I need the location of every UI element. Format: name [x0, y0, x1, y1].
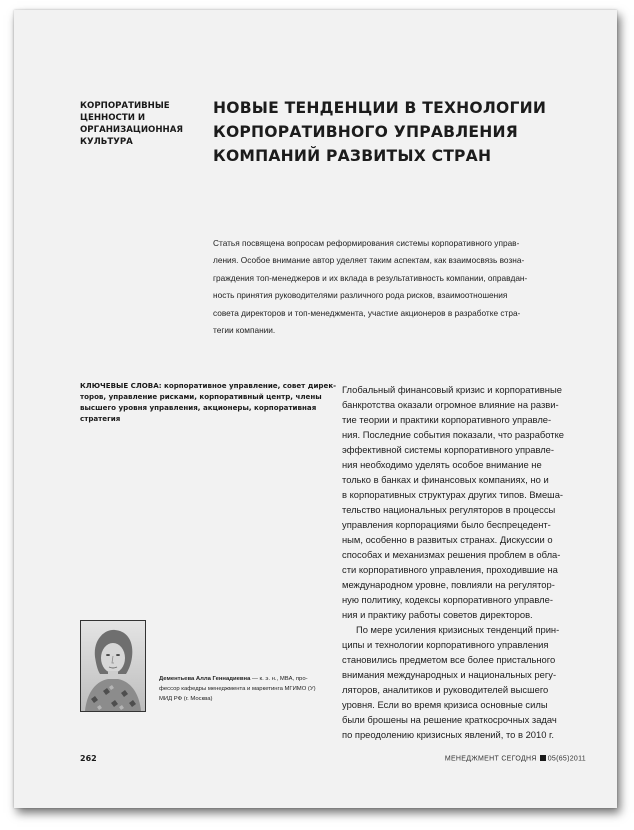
keywords-line: торов, управление рисками, корпоративный центр, члены: [80, 392, 322, 401]
body-line: ципы и технологии корпоративного управления: [342, 639, 549, 650]
body-line: ную политику, кодексы корпоративного управле-: [342, 594, 553, 605]
author-portrait-icon: [81, 621, 145, 711]
body-line: эффективной системы корпоративного управле-: [342, 444, 555, 455]
body-line: в корпоративных структурах других типов. Вмеша-: [342, 489, 564, 500]
keywords-label: КЛЮЧЕВЫЕ СЛОВА:: [80, 381, 162, 390]
article-body: [342, 382, 590, 742]
article-title: НОВЫЕ ТЕНДЕНЦИИ В ТЕХНОЛОГИИ КОРПОРАТИВНОГО УПРАВЛЕНИЯ КОМПАНИЙ РАЗВИТЫХ СТРАН: [213, 99, 547, 165]
author-line: фессор кафедры менеджмента и маркетинга МГИМО (У): [159, 686, 316, 692]
abstract-line: тегии компании.: [213, 325, 276, 336]
body-line: становились предметом все более пристального: [342, 654, 556, 665]
body-line: ным, особенно в развитых странах. Дискуссии о: [342, 534, 553, 545]
body-line: внимания международных и национальных регу-: [342, 669, 557, 680]
keywords-line: стратегия: [80, 414, 121, 423]
body-line: ляторов, аналитиков и руководителей высшего: [342, 684, 549, 695]
journal-name: МЕНЕДЖМЕНТ СЕГОДНЯ: [444, 755, 537, 763]
body-line: способах и механизмах решения проблем в обла-: [342, 549, 561, 560]
body-line: тельство национальных регуляторов в процессы: [342, 504, 556, 515]
body-line: Глобальный финансовый кризис и корпоративные: [342, 384, 562, 395]
keywords-line: [80, 380, 337, 391]
keywords-text: корпоративное управление, совет дирек-: [161, 381, 337, 390]
body-line: тие теории и практики корпоративного управле-: [342, 414, 552, 425]
article-abstract: [213, 235, 588, 339]
body-line: сти корпоративного управления, проходившие на: [342, 564, 558, 575]
body-line: международном уровне, повлияли на регулятор-: [342, 579, 555, 590]
body-line: ния. Последние события показали, что разработке: [342, 429, 565, 440]
abstract-line: граждения топ-менеджеров и их вклада в результативность компании, оправдан-: [213, 272, 528, 283]
journal-page: [14, 10, 617, 808]
body-line: ния и практику работы советов директоров.: [342, 609, 533, 620]
section-rubric: КОРПОРАТИВНЫЕ ЦЕННОСТИ И ОРГАНИЗАЦИОННАЯ КУЛЬТУРА: [80, 101, 183, 147]
keywords-line: высшего уровня управления, акционеры, корпоративная: [80, 403, 317, 412]
body-line: ния необходимо уделять особое внимание не: [342, 459, 542, 470]
abstract-line: Статья посвящена вопросам реформирования системы корпоративного управ-: [213, 238, 520, 248]
author-info: [159, 674, 334, 704]
body-line: только в банках и финансовых компаниях, но и: [342, 474, 549, 485]
abstract-line: ления. Особое внимание автор уделяет таким аспектам, как взаимосвязь возна-: [213, 255, 525, 266]
author-photo: [80, 620, 146, 712]
square-bullet-icon: [540, 755, 546, 761]
body-line: банкротства оказали огромное влияние на разви-: [342, 399, 559, 410]
body-line: уровня. Если во время кризиса основные силы: [342, 699, 548, 710]
abstract-line: ность принятия руководителями различного рода рисков, взаимоотношения: [213, 290, 508, 301]
abstract-line: совета директоров и топ-менеджмента, участие акционеров в разработке стра-: [213, 307, 521, 318]
author-credentials: — к. э. н., MBA, про-: [250, 676, 308, 682]
body-line: были брошены на решение краткосрочных задач: [342, 714, 557, 725]
keywords-block: [80, 380, 337, 424]
page-number: 262: [80, 754, 97, 763]
journal-footer: [445, 755, 586, 763]
author-line: [159, 674, 334, 684]
author-line: МИД РФ (г. Москва): [159, 696, 213, 702]
body-line: по преодолению кризисных явлений, то в 2010 г.: [342, 729, 554, 740]
body-line: По мере усиления кризисных тенденций прин-: [356, 624, 560, 635]
author-name: Дементьева Алла Геннадиевна: [159, 676, 251, 682]
journal-issue: 05(65)2011: [547, 755, 586, 763]
body-line: управления корпорациями было беспрецедент-: [342, 519, 551, 530]
